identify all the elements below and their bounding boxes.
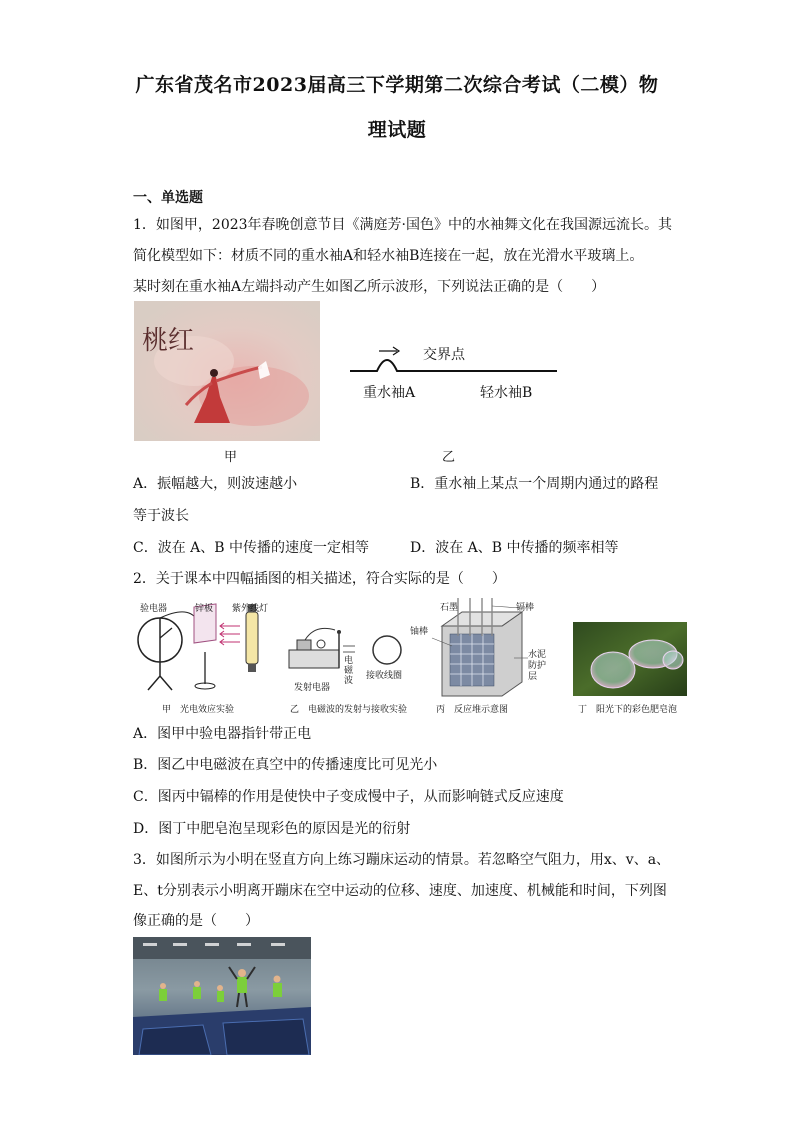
q1-caption-jia: 甲 [224,450,238,465]
caption-fig-jia: 甲 光电效应实验 [162,705,235,715]
q1-option-d[interactable]: D．波在 A、B 中传播的频率相等 [410,540,619,556]
q2-option-d[interactable]: D．图丁中肥皂泡呈现彩色的原因是光的衍射 [133,821,411,837]
q1-option-b[interactable]: B．重水袖上某点一个周期内通过的路程 [410,476,659,492]
q2-option-c[interactable]: C．图丙中镉棒的作用是使快中子变成慢中子，从而影响链式反应速度 [133,789,564,805]
q3-stem-line1: 3．如图所示为小明在竖直方向上练习蹦床运动的情景。若忽略空气阻力，用x、v、a、 [133,852,671,868]
q1-option-c[interactable]: C．波在 A、B 中传播的速度一定相等 [133,540,370,556]
section-heading: 一、单选题 [133,190,203,206]
q3-stem-line3: 像正确的是（ ） [133,913,259,929]
light-sleeve-label: 轻水袖B [480,385,533,401]
label-graphite: 石墨 [440,603,459,613]
exam-title-line1: 广东省茂名市2023届高三下学期第二次综合考试（二模）物 [135,74,659,96]
label-electroscope: 验电器 [140,604,168,614]
label-uranium-rod: 铀棒 [410,627,429,637]
caption-fig-yi: 乙 电磁波的发射与接收实验 [290,705,408,715]
label-receiver-coil: 接收线圈 [366,671,403,681]
caption-fig-ding: 丁 阳光下的彩色肥皂泡 [578,705,678,715]
label-transmitter: 发射电器 [294,683,331,693]
caption-fig-bing: 丙 反应堆示意图 [436,705,509,715]
calligraphy-text: 桃红 [142,326,195,356]
q1-stem-line1: 1．如图甲，2023年春晚创意节目《满庭芳·国色》中的水袖舞文化在我国源远流长。其 [133,217,672,233]
q2-stem: 2．关于课本中四幅插图的相关描述，符合实际的是（ ） [133,571,506,587]
label-cadmium-rod: 镉棒 [516,603,535,613]
label-em-wave: 电磁波 [344,656,354,686]
q2-option-b[interactable]: B．图乙中电磁波在真空中的传播速度比可见光小 [133,757,438,773]
label-concrete-shield: 水泥防护层 [528,650,547,682]
label-uv-lamp: 紫外线灯 [232,604,269,614]
q2-option-a[interactable]: A．图甲中验电器指针带正电 [133,726,312,742]
soap-bubble-photo [573,622,687,696]
label-zinc-plate: 锌板 [195,604,214,614]
junction-label: 交界点 [423,347,465,363]
wave-diagram [345,335,565,410]
trampoline-photo [133,937,311,1055]
q1-stem-line3: 某时刻在重水袖A左端抖动产生如图乙所示波形，下列说法正确的是（ ） [133,279,606,295]
q1-caption-yi: 乙 [442,450,456,465]
exam-title-line2: 理试题 [367,119,427,141]
q1-option-a[interactable]: A．振幅越大，则波速越小 [133,476,298,492]
heavy-sleeve-label: 重水袖A [363,385,416,401]
q3-stem-line2: E、t分别表示小明离开蹦床在空中运动的位移、速度、加速度、机械能和时间，下列图 [133,883,667,899]
dancer-photo [134,301,320,441]
q1-option-b-cont: 等于波长 [133,508,189,524]
q1-stem-line2: 简化模型如下：材质不同的重水袖A和轻水袖B连接在一起，放在光滑水平玻璃上。 [133,248,644,264]
